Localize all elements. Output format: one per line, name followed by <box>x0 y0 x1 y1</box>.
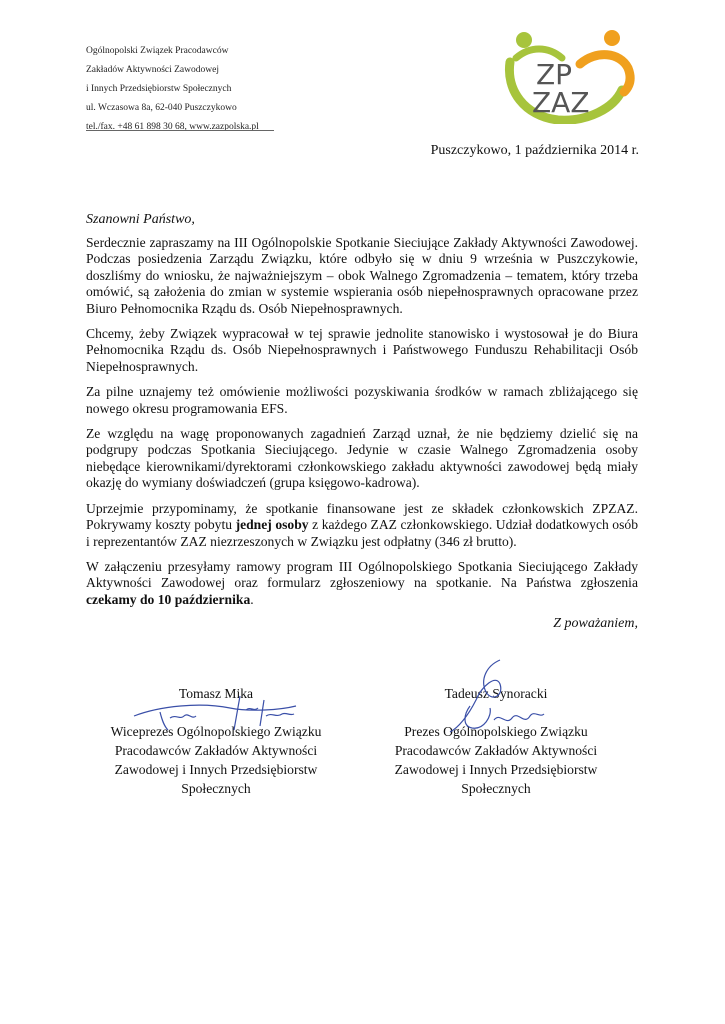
signer-left-title-line: Społecznych <box>181 781 251 796</box>
org-contact-line: tel./fax. +48 61 898 30 68, www.zazpolska.pl <box>86 122 259 132</box>
logo-green-head <box>516 32 532 48</box>
signer-right-title-line: Zawodowej i Innych Przedsiębiorstw <box>394 762 598 777</box>
paragraph-5 <box>86 501 638 550</box>
letter-body <box>86 235 638 617</box>
org-address-line: ul. Wczasowa 8a, 62-040 Puszczykowo <box>86 103 237 113</box>
signer-left-name: Tomasz Mika <box>178 686 254 701</box>
signer-right-title-line: Pracodawców Zakładów Aktywności <box>394 743 598 758</box>
header-divider <box>86 130 274 131</box>
closing-phrase: Z poważaniem, <box>553 616 638 631</box>
paragraph-3: Za pilne uznajemy też omówienie możliwości pozyskiwania środków w ramach zbliżającego się nowego okresu programowania EFS. <box>86 384 638 416</box>
signer-left-title-line: Wiceprezes Ogólnopolskiego Związku <box>110 724 322 739</box>
paragraph-6-text-b: . <box>250 591 254 607</box>
paragraph-4: Ze względu na wagę proponowanych zagadnień Zarząd uznał, że nie będziemy dzielić się na podgrupy podczas Spotkania Sieciującego. Jedynie w czasie Walnego Zgromadzenia osoby niebędące kierownikami/dyrektorami członkowskiego zakładu aktywności zawodowej będą miały okazję do wymiany doświadczeń (grupa księgowo-kadrowa). <box>86 426 638 491</box>
signer-right-title-line: Społecznych <box>461 781 531 796</box>
logo-orange-head <box>604 30 620 46</box>
paragraph-6-bold: czekamy do 10 października <box>86 591 251 607</box>
signer-left-title-line: Pracodawców Zakładów Aktywności <box>114 743 318 758</box>
paragraph-6 <box>86 559 638 608</box>
paragraph-5-bold: jednej osoby <box>235 517 309 533</box>
org-line: i Innych Przedsiębiorstw Społecznych <box>86 84 232 94</box>
org-line: Ogólnopolski Związek Pracodawców <box>86 46 229 56</box>
org-line: Zakładów Aktywności Zawodowej <box>86 65 219 75</box>
signer-right-title-line: Prezes Ogólnopolskiego Związku <box>404 724 588 739</box>
letter-date: Puszczykowo, 1 października 2014 r. <box>430 143 639 158</box>
paragraph-1: Serdecznie zapraszamy na III Ogólnopolskie Spotkanie Sieciujące Zakłady Aktywności Zawodowej. Podczas posiedzenia Zarządu Związku, które odbyło się w dniu 9 września w Puszczykowie, doszliśmy do wniosku, że najważniejszym – obok Walnego Zgromadzenia – tematem, który trzeba omówić, są założenia do zmian w systemie wspierania osób niepełnosprawnych opracowane przez Biuro Pełnomocnika Rządu ds. Osób Niepełnosprawnych. <box>86 235 638 316</box>
zpzaz-logo <box>496 24 638 124</box>
signer-left-title-line: Zawodowej i Innych Przedsiębiorstw <box>114 762 318 777</box>
organization-address-block <box>86 42 259 137</box>
logo-text-zaz: ZAZ <box>532 86 590 119</box>
logo-text-zp: ZP <box>536 58 573 91</box>
signature-right <box>440 656 550 738</box>
signer-right-name: Tadeusz Synoracki <box>444 686 548 701</box>
paragraph-5-text-a: Uprzejmie przypominamy, że spotkanie finansowane jest ze składek członkowskich ZPZAZ. Pokrywamy koszty pobytu <box>86 500 638 533</box>
salutation: Szanowni Państwo, <box>86 212 195 227</box>
paragraph-6-text-a: W załączeniu przesyłamy ramowy program III Ogólnopolskiego Spotkania Sieciującego Zakłady Aktywności Zawodowej oraz formularz zgłoszeniowy na spotkanie. Na Państwa zgłoszenia <box>86 558 638 591</box>
logo-green-arm <box>516 49 562 58</box>
paragraph-5-text-b: z każdego ZAZ członkowskiego. Udział dodatkowych osób i reprezentantów ZAZ niezrzeszonych w Związku jest odpłatny (346 zł brutto). <box>86 517 638 549</box>
paragraph-2: Chcemy, żeby Związek wypracował w tej sprawie jednolite stanowisko i wystosował je do Biura Pełnomocnika Rządu ds. Osób Niepełnosprawnych i Państwowego Funduszu Rehabilitacji Osób Niepełnosprawnych. <box>86 326 638 374</box>
signature-left <box>130 686 300 736</box>
